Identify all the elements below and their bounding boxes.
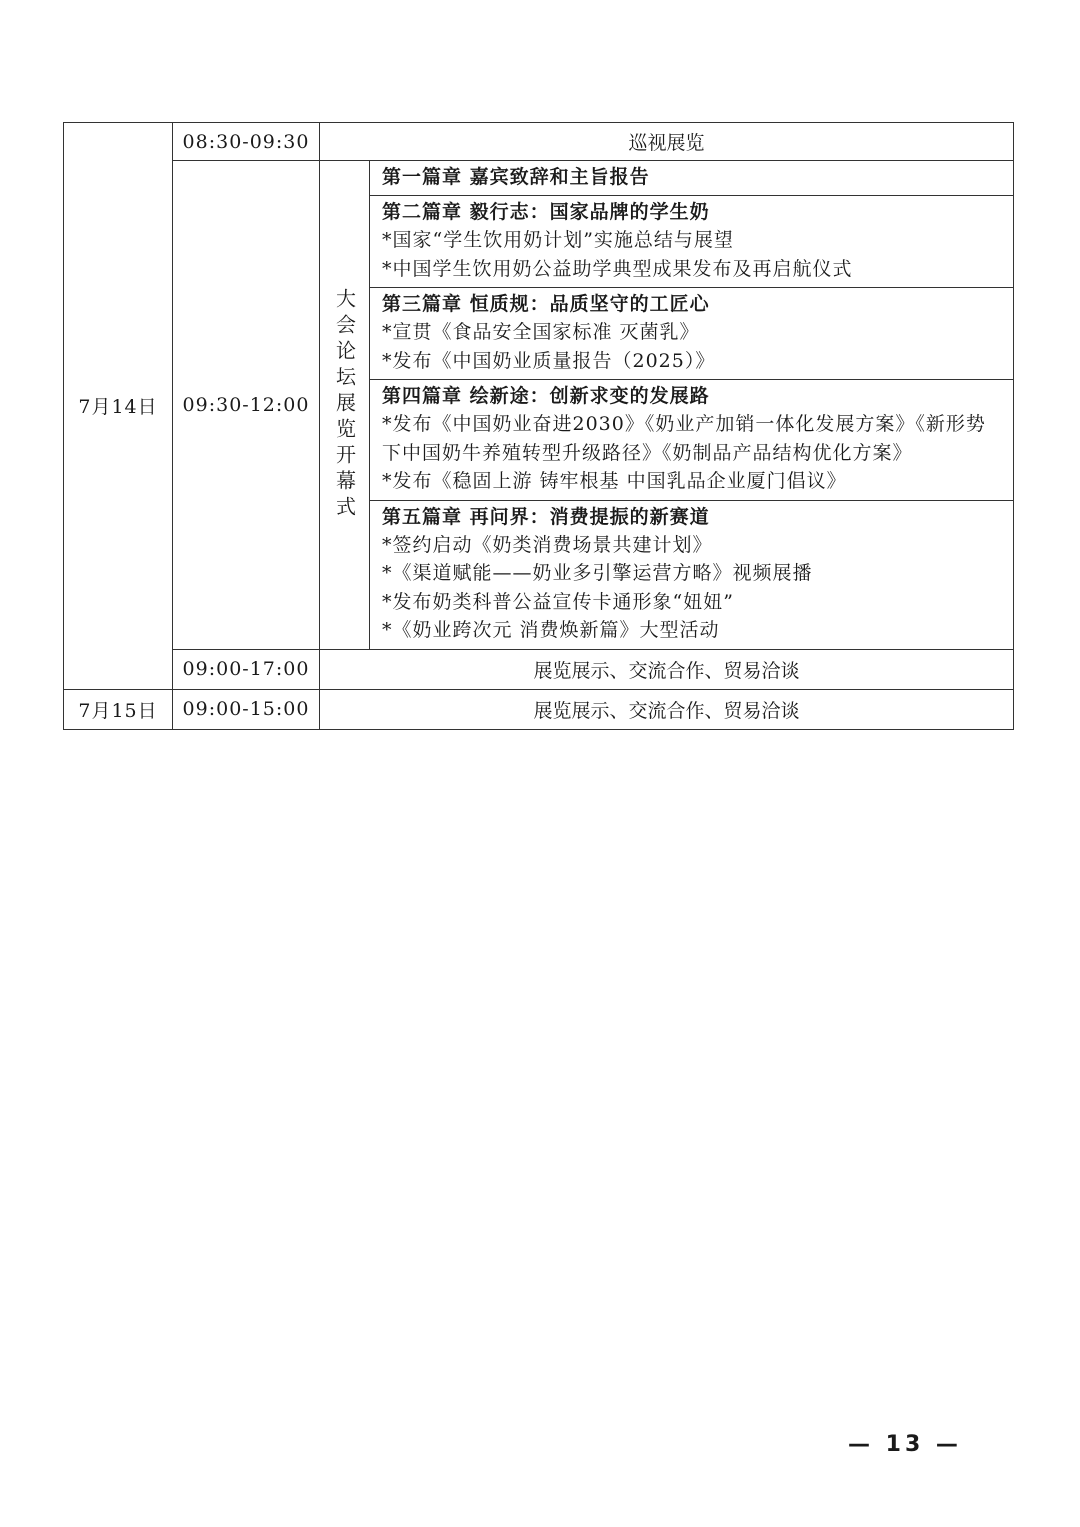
chapter-title: 第二篇章 毅行志：国家品牌的学生奶 [382, 201, 710, 223]
chapter-title: 第四篇章 绘新途：创新求变的发展路 [382, 385, 710, 407]
chapters-list [370, 161, 1013, 649]
chapter-item: *签约启动《奶类消费场景共建计划》 [382, 533, 713, 556]
chapter-title: 第三篇章 恒质规：品质坚守的工匠心 [382, 293, 710, 315]
chapter-item: *《渠道赋能——奶业多引擎运营方略》视频展播 [382, 562, 813, 584]
chapter-block [370, 379, 1013, 500]
time-cell: 09:00-17:00 [173, 649, 320, 689]
activity-cell: 巡视展览 [320, 123, 1014, 161]
date-cell: 7月15日 [64, 689, 173, 729]
chapter-block [370, 161, 1013, 195]
activity-cell: 展览展示、交流合作、贸易洽谈 [320, 689, 1014, 729]
chapter-item: *发布奶类科普公益宣传卡通形象“妞妞” [382, 590, 734, 613]
chapter-block [370, 195, 1013, 287]
chapter-title: 第五篇章 再问界：消费提振的新赛道 [382, 505, 710, 528]
activity-cell: 展览展示、交流合作、贸易洽谈 [320, 649, 1014, 689]
time-cell: 08:30-09:30 [173, 123, 320, 161]
chapter-item: *发布《稳固上游 铸牢根基 中国乳品企业厦门倡议》 [382, 470, 847, 492]
chapter-block [370, 500, 1013, 649]
table-row [64, 123, 1014, 161]
event-cell [320, 161, 370, 650]
time-cell: 09:00-15:00 [173, 689, 320, 729]
chapter-item: *国家“学生饮用奶计划”实施总结与展望 [382, 229, 734, 251]
table-row [64, 689, 1014, 729]
chapters-cell [370, 161, 1014, 650]
event-name: 大会论坛展览开幕式 [332, 287, 357, 522]
time-cell: 09:30-12:00 [173, 161, 320, 650]
chapter-item: *宣贯《食品安全国家标准 灭菌乳》 [382, 321, 700, 343]
page-number: — 13 — [848, 1432, 962, 1457]
chapter-item: *中国学生饮用奶公益助学典型成果发布及再启航仪式 [382, 257, 853, 280]
chapter-item: *《奶业跨次元 消费焕新篇》大型活动 [382, 619, 720, 641]
chapter-title: 第一篇章 嘉宾致辞和主旨报告 [382, 166, 650, 188]
chapter-block [370, 287, 1013, 379]
table-row [64, 649, 1014, 689]
date-cell: 7月14日 [64, 123, 173, 690]
table-row [64, 161, 1014, 650]
chapter-item: *发布《中国奶业质量报告（2025）》 [382, 349, 716, 372]
chapter-item: *发布《中国奶业奋进2030》《奶业产加销一体化发展方案》《新形势下中国奶牛养殖转型升级路径》《奶制品产品结构优化方案》 [382, 413, 986, 464]
schedule-table [63, 122, 1014, 730]
